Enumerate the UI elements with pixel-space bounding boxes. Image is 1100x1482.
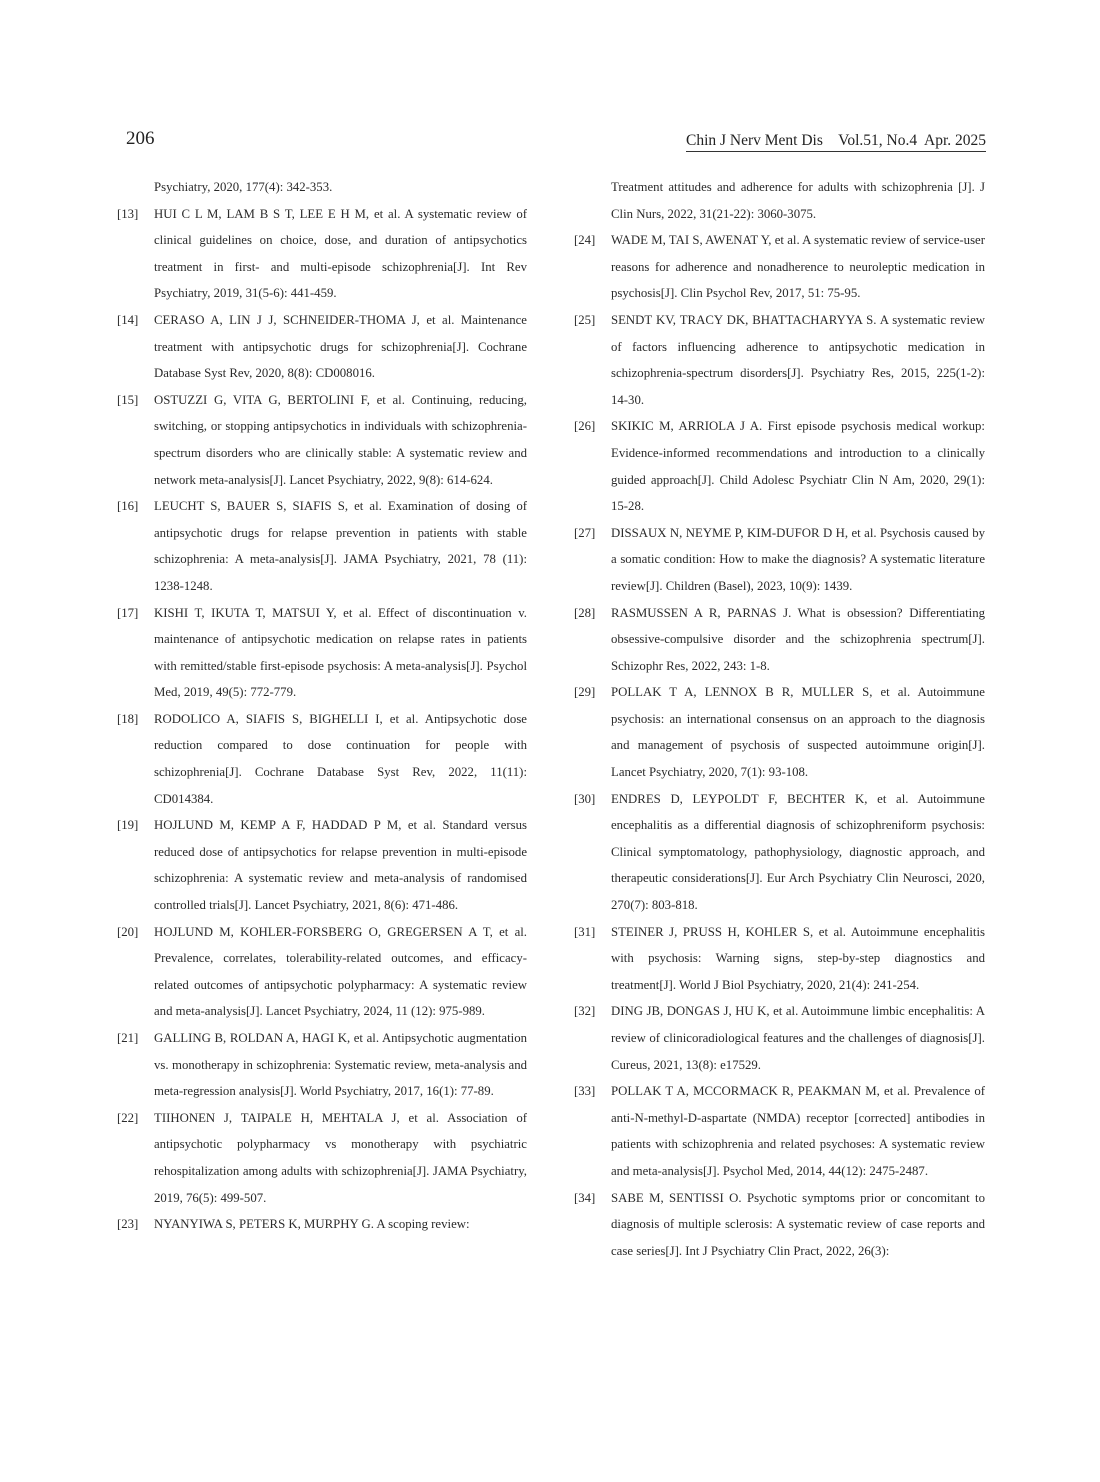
reference-number: [27]: [574, 525, 596, 540]
reference-column-left: [117, 174, 527, 1238]
reference-number: [23]: [117, 1217, 139, 1232]
reference-item: [574, 1185, 985, 1265]
reference-number: [28]: [574, 605, 596, 620]
reference-item: [117, 387, 527, 493]
reference-item: [117, 706, 527, 812]
reference-number: [22]: [117, 1110, 139, 1125]
reference-number: [25]: [574, 312, 596, 327]
journal-volume: Vol.51, No.4: [838, 132, 918, 149]
page-number: 206: [126, 128, 155, 149]
reference-text: POLLAK T A, LENNOX B R, MULLER S, et al. Autoimmune psychosis: an international consensus on an approach to the diagnosis and management of psychosis of suspected autoimmune origin[J]. Lancet Psychiatry, 2020, 7(1): 93-108.: [611, 685, 985, 780]
reference-number: [21]: [117, 1031, 139, 1045]
reference-text: RODOLICO A, SIAFIS S, BIGHELLI I, et al. Antipsychotic dose reduction compared to dose continuation for people with schizophrenia[J]. Cochrane Database Syst Rev, 2022, 11(11): CD014384.: [154, 711, 527, 806]
reference-number: [26]: [574, 419, 596, 434]
reference-item: [574, 413, 985, 519]
reference-text: DISSAUX N, NEYME P, KIM-DUFOR D H, et al. Psychosis caused by a somatic condition: How to make the diagnosis? A systematic literature review[J]. Children (Basel), 2023, 10(9): 1439.: [611, 525, 985, 593]
reference-number: [14]: [117, 312, 139, 327]
reference-text: WADE M, TAI S, AWENAT Y, et al. A systematic review of service-user reasons for adherence and nonadherence to neuroleptic medication in psychosis[J]. Clin Psychol Rev, 2017, 51: 75-95.: [611, 233, 985, 301]
reference-number: [18]: [117, 711, 139, 726]
reference-text: CERASO A, LIN J J, SCHNEIDER-THOMA J, et al. Maintenance treatment with antipsychotic drugs for schizophrenia[J]. Cochrane Database Syst Rev, 2020, 8(8): CD008016.: [154, 312, 527, 381]
reference-item: [574, 786, 985, 919]
reference-text: Treatment attitudes and adherence for adults with schizophrenia [J]. J Clin Nurs, 2022, 31(21-22): 3060-3075.: [611, 180, 985, 221]
journal-running-header: [686, 132, 986, 152]
journal-date: Apr. 2025: [924, 132, 986, 149]
reference-item: [574, 600, 985, 680]
reference-text: NYANYIWA S, PETERS K, MURPHY G. A scoping review:: [154, 1217, 470, 1232]
reference-text: GALLING B, ROLDAN A, HAGI K, et al. Antipsychotic augmentation vs. monotherapy in schizophrenia: Systematic review, meta-analysis and meta-regression analysis[J]. World Psychiatry, 2017, 16(1): 77-89.: [154, 1031, 527, 1099]
reference-number: [19]: [117, 818, 139, 833]
reference-continuation: [574, 174, 985, 227]
reference-number: [13]: [117, 206, 139, 221]
reference-item: [574, 520, 985, 600]
reference-number: [20]: [117, 924, 139, 939]
reference-text: KISHI T, IKUTA T, MATSUI Y, et al. Effect of discontinuation v. maintenance of antipsychotic medication on relapse rates in patients with remitted/stable first-episode psychosis: A meta-analysis[J]. Psychol Med, 2019, 49(5): 772-779.: [154, 605, 527, 700]
reference-text: SKIKIC M, ARRIOLA J A. First episode psychosis medical workup: Evidence-informed recommendations and introduction to a clinically guided approach[J]. Child Adolesc Psychiatr Clin N Am, 2020, 29(1): 15-28.: [611, 419, 985, 514]
reference-text: HOJLUND M, KOHLER-FORSBERG O, GREGERSEN A T, et al. Prevalence, correlates, tolerability-related outcomes, and efficacy-related outcomes of antipsychotic polypharmacy: A systematic review and meta-analysis[J]. Lancet Psychiatry, 2024, 11 (12): 975-989.: [154, 924, 527, 1019]
reference-number: [30]: [574, 791, 596, 806]
reference-number: [31]: [574, 924, 596, 939]
reference-number: [34]: [574, 1190, 596, 1205]
reference-number: [16]: [117, 499, 139, 514]
reference-number: [32]: [574, 1004, 596, 1019]
reference-text: SENDT KV, TRACY DK, BHATTACHARYYA S. A systematic review of factors influencing adherence to antipsychotic medication in schizophrenia-spectrum disorders[J]. Psychiatry Res, 2015, 225(1-2): 14-30.: [611, 312, 985, 407]
reference-text: RASMUSSEN A R, PARNAS J. What is obsession? Differentiating obsessive-compulsive disorder and the schizophrenia spectrum[J]. Schizophr Res, 2022, 243: 1-8.: [611, 605, 985, 673]
reference-item: [574, 1078, 985, 1184]
reference-item: [117, 812, 527, 918]
reference-number: [33]: [574, 1084, 596, 1099]
reference-item: [574, 227, 985, 307]
reference-item: [117, 1211, 527, 1238]
reference-item: [117, 307, 527, 387]
reference-item: [574, 998, 985, 1078]
reference-text: DING JB, DONGAS J, HU K, et al. Autoimmune limbic encephalitis: A review of clinicoradiological features and the challenges of diagnosis[J]. Cureus, 2021, 13(8): e17529.: [611, 1004, 985, 1072]
reference-text: Psychiatry, 2020, 177(4): 342-353.: [154, 180, 333, 194]
reference-text: POLLAK T A, MCCORMACK R, PEAKMAN M, et al. Prevalence of anti-N-methyl-D-aspartate (NMDA) receptor [corrected] antibodies in patients with schizophrenia and related psychoses: A systematic review and meta-analysis[J]. Psychol Med, 2014, 44(12): 2475-2487.: [611, 1084, 985, 1178]
reference-text: TIIHONEN J, TAIPALE H, MEHTALA J, et al. Association of antipsychotic polypharmacy vs monotherapy with psychiatric rehospitalization among adults with schizophrenia[J]. JAMA Psychiatry, 2019, 76(5): 499-507.: [154, 1110, 527, 1205]
reference-item: [117, 600, 527, 706]
reference-item: [117, 919, 527, 1025]
reference-continuation: [117, 174, 527, 201]
journal-name: Chin J Nerv Ment Dis: [685, 132, 823, 149]
reference-text: ENDRES D, LEYPOLDT F, BECHTER K, et al. Autoimmune encephalitis as a differential diagnosis of schizophreniform psychosis: Clinical symptomatology, pathophysiology, diagnostic approach, and therapeutic considerations[J]. Eur Arch Psychiatry Clin Neurosci, 2020, 270(7): 803-818.: [611, 791, 985, 913]
reference-text: HOJLUND M, KEMP A F, HADDAD P M, et al. Standard versus reduced dose of antipsychotics for relapse prevention in multi-episode schizophrenia: A systematic review and meta-analysis of randomised controlled trials[J]. Lancet Psychiatry, 2021, 8(6): 471-486.: [154, 818, 527, 913]
reference-item: [117, 201, 527, 307]
reference-number: [29]: [574, 685, 596, 700]
reference-list-right: [574, 227, 985, 1264]
reference-number: [24]: [574, 233, 596, 248]
reference-item: [117, 1105, 527, 1211]
reference-text: OSTUZZI G, VITA G, BERTOLINI F, et al. Continuing, reducing, switching, or stopping antipsychotics in individuals with schizophrenia-spectrum disorders who are clinically stable: A systematic review and network meta-analysis[J]. Lancet Psychiatry, 2022, 9(8): 614-624.: [154, 392, 527, 487]
reference-item: [574, 307, 985, 413]
reference-text: SABE M, SENTISSI O. Psychotic symptoms prior or concomitant to diagnosis of multiple sclerosis: A systematic review of case reports and case series[J]. Int J Psychiatry Clin Pract, 2022, 26(3):: [611, 1190, 985, 1258]
reference-item: [574, 679, 985, 785]
reference-number: [15]: [117, 392, 139, 407]
reference-list-left: [117, 201, 527, 1238]
reference-text: STEINER J, PRUSS H, KOHLER S, et al. Autoimmune encephalitis with psychosis: Warning signs, step-by-step diagnostics and treatment[J]. World J Biol Psychiatry, 2020, 21(4): 241-254.: [611, 924, 985, 992]
reference-column-right: [574, 174, 985, 1264]
reference-number: [17]: [117, 605, 139, 620]
reference-text: HUI C L M, LAM B S T, LEE E H M, et al. A systematic review of clinical guidelines on choice, dose, and duration of antipsychotics treatment in first- and multi-episode schizophrenia[J]. Int Rev Psychiatry, 2019, 31(5-6): 441-459.: [154, 206, 527, 301]
reference-item: [117, 1025, 527, 1105]
reference-item: [117, 493, 527, 599]
reference-item: [574, 919, 985, 999]
reference-text: LEUCHT S, BAUER S, SIAFIS S, et al. Examination of dosing of antipsychotic drugs for relapse prevention in patients with stable schizophrenia: A meta-analysis[J]. JAMA Psychiatry, 2021, 78 (11): 1238-1248.: [154, 499, 527, 593]
